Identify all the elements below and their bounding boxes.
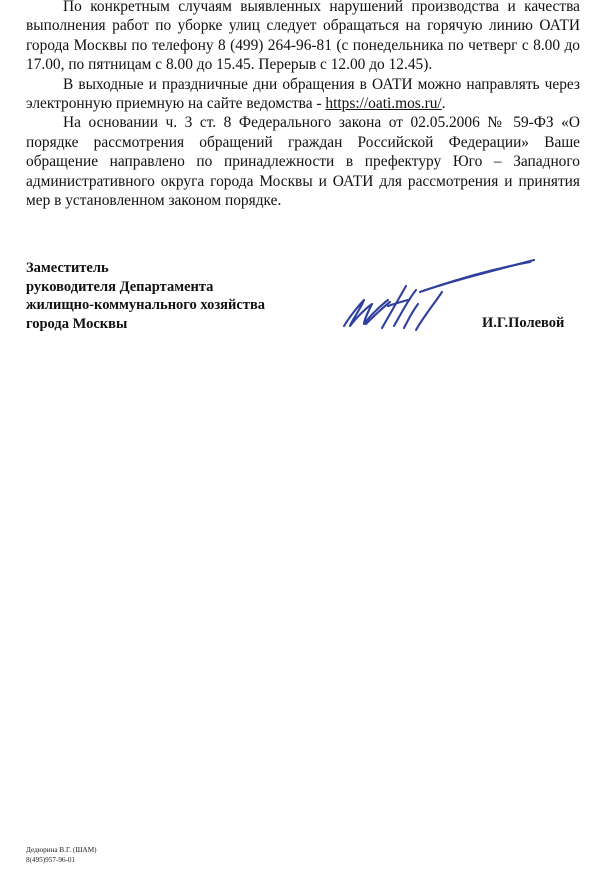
signature-stroke	[382, 286, 406, 328]
executor-name: Дедюрина В.Г. (ШАМ)	[26, 846, 97, 854]
paragraph-hotline	[26, 0, 580, 75]
signature-stroke	[394, 290, 416, 326]
paragraph-weekend	[26, 75, 580, 114]
executor-phone: 8(495)957-96-01	[26, 855, 76, 864]
paragraph-weekend-text: В выходные и праздничные дни обращения в ОАТИ можно направлять через электронную приемную на сайте ведомства -	[26, 75, 580, 113]
letter-body	[26, 0, 580, 210]
paragraph-legal-basis	[26, 113, 580, 210]
signer-title-line: жилищно-коммунального хозяйства	[26, 297, 266, 314]
paragraph-weekend-end: .	[441, 95, 446, 113]
signature-stroke	[404, 304, 418, 328]
signature-stroke	[416, 292, 442, 330]
executor-info	[26, 846, 97, 865]
paragraph-hotline-text: По конкретным случаям выявленных нарушений производства и качества выполнения работ по уборке улиц следует обращаться на горячую линию ОАТИ города Москвы по телефону 8 (499) 264-96-81 (с понедельника по четверг с 8.00 до 17.00, по пятницам с 8.00 до 15.45. Перерыв с 12.00 до 12.45).	[26, 0, 580, 74]
signer-title-line: города Москвы	[26, 315, 128, 332]
signature-stroke	[344, 300, 388, 326]
signer-title	[26, 259, 316, 333]
signer-name: И.Г.Полевой	[482, 315, 565, 331]
oati-website-link[interactable]: https://oati.mos.ru/	[325, 95, 442, 113]
signer-title-line: Заместитель	[26, 260, 109, 276]
paragraph-legal-basis-text: На основании ч. 3 ст. 8 Федерального закона от 02.05.2006 № 59-ФЗ «О порядке рассмотрения обращений граждан Российской Федерации» Ваше обращение направлено по принадлежности в префектуру Юго – Западного административного округа города Москвы и ОАТИ для рассмотрения и принятия мер в установленном законом порядке.	[26, 114, 580, 210]
signer-title-line: руководителя Департамента	[26, 278, 214, 295]
